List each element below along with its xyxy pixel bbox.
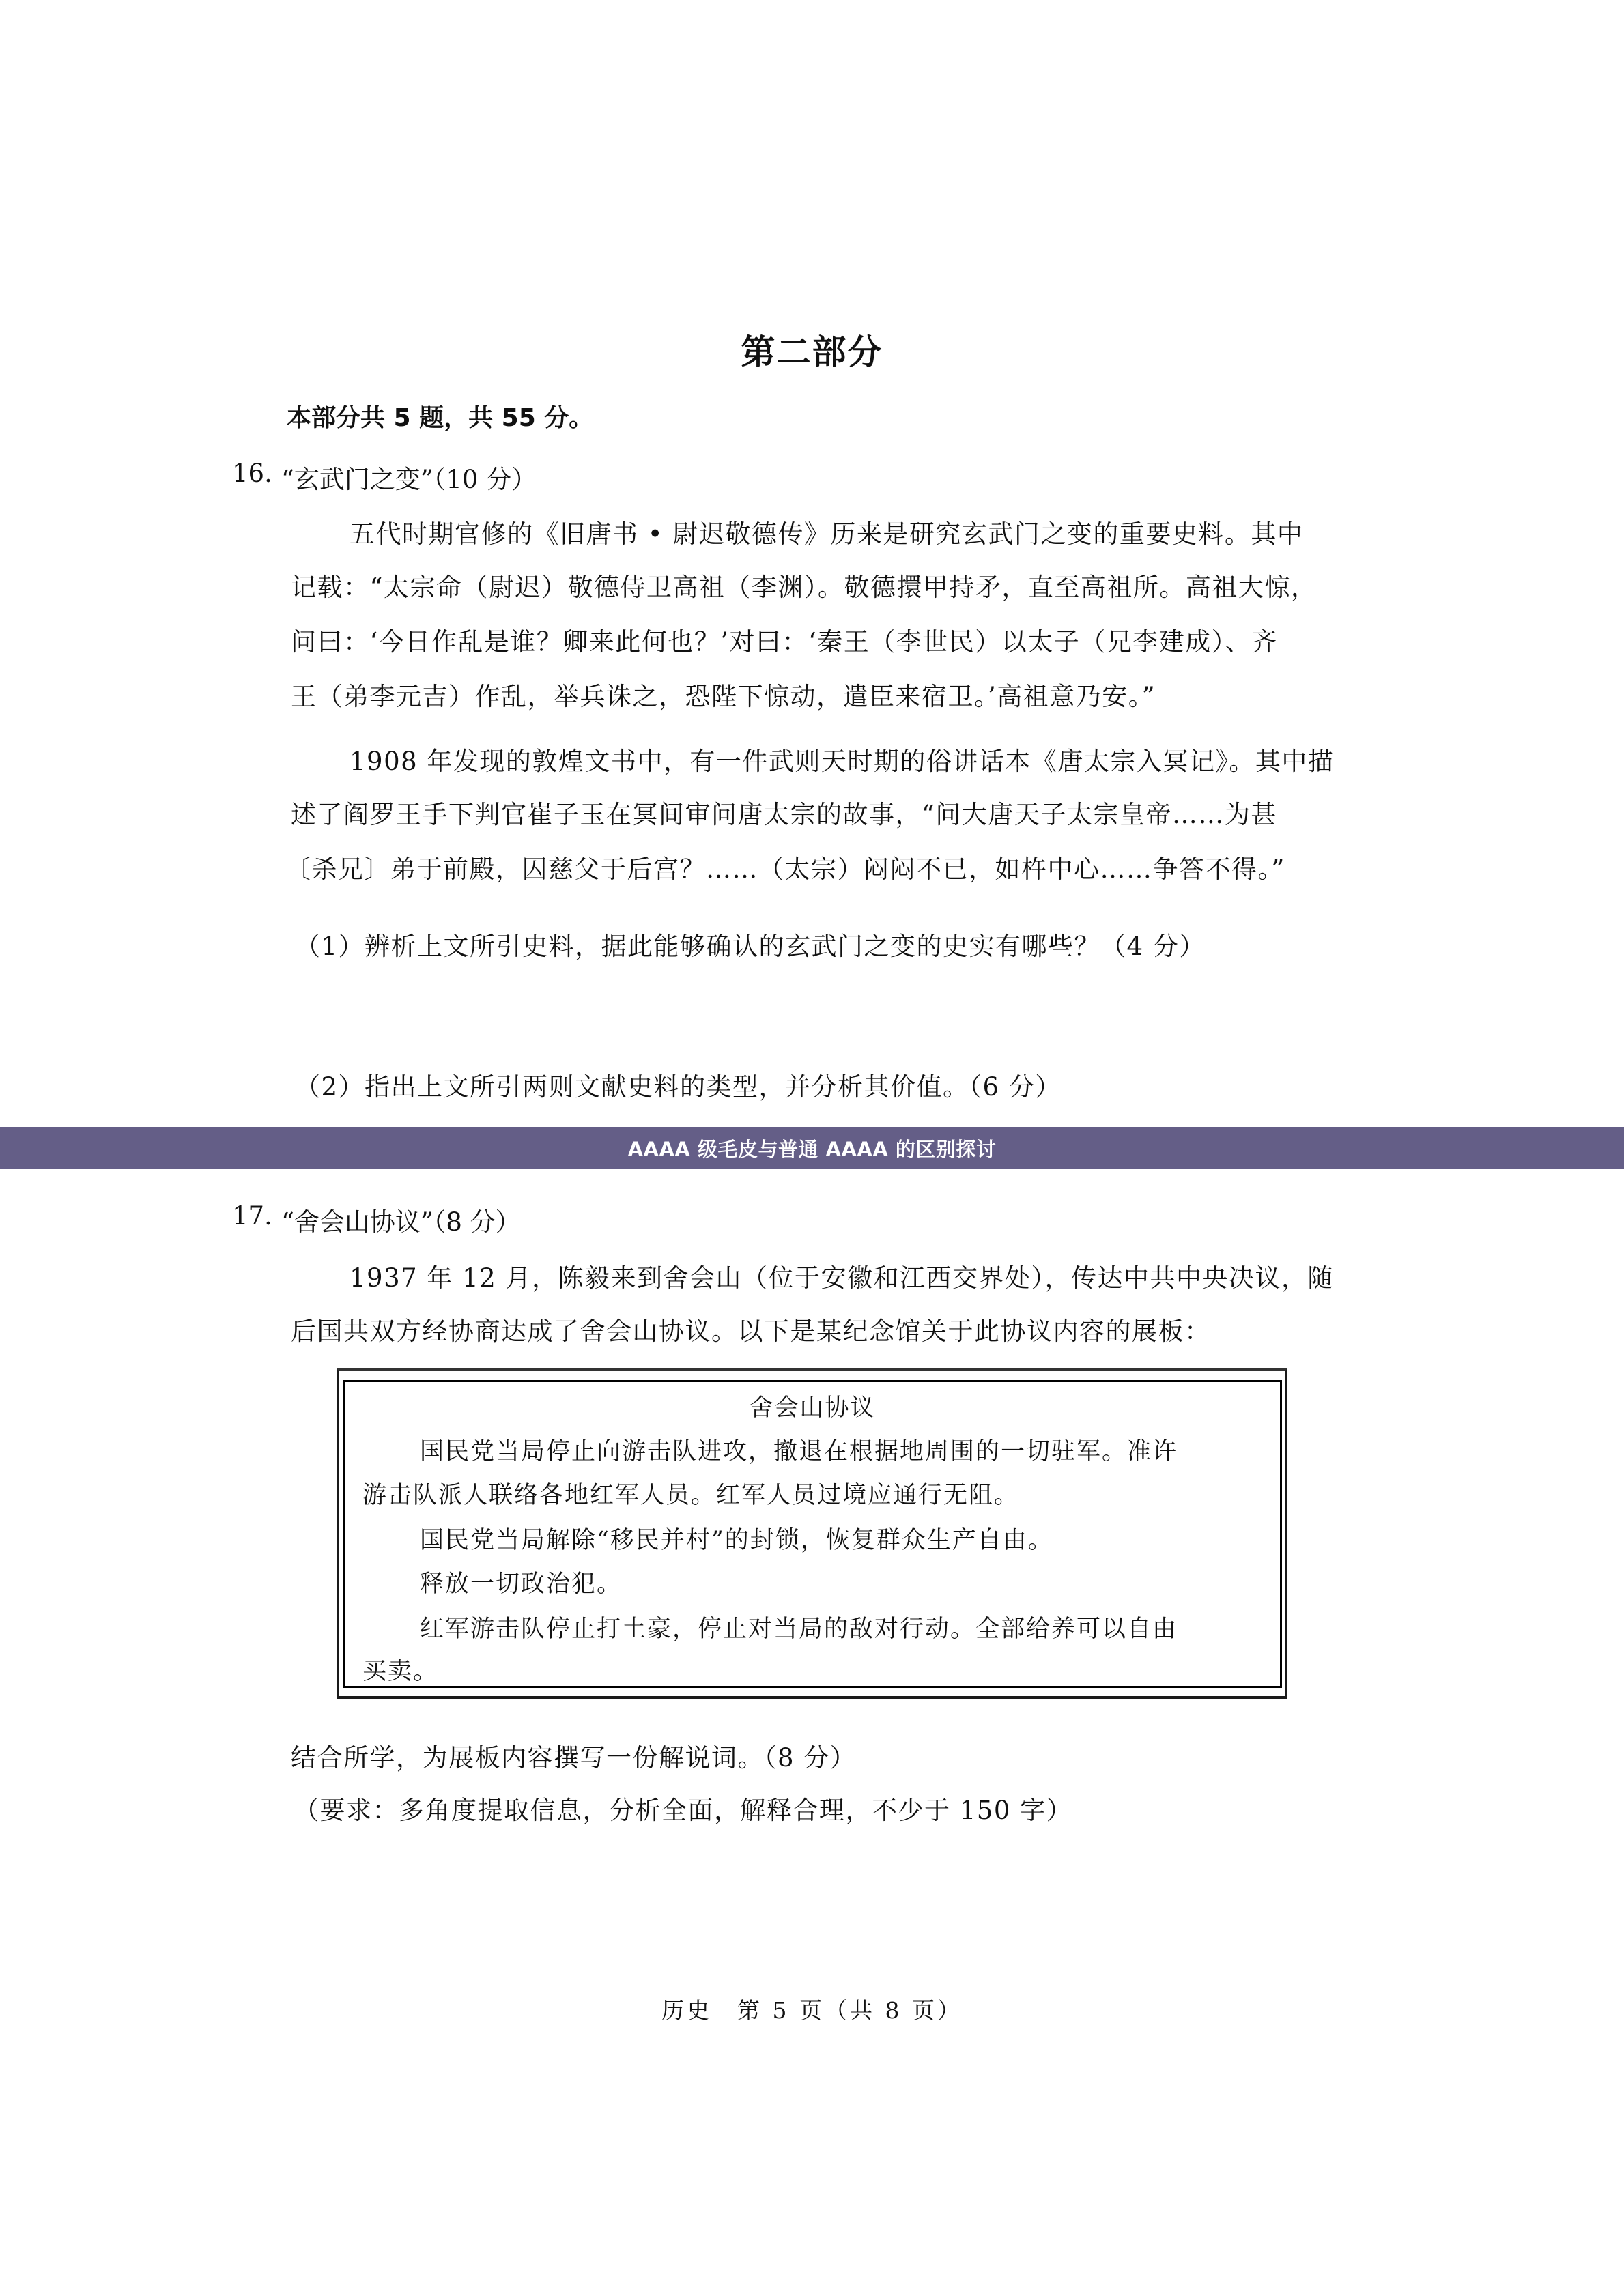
q16-para1-line: 五代时期官修的《旧唐书 • 尉迟敬德传》历来是研究玄武门之变的重要史料。其中 — [350, 519, 1304, 549]
q17-para-line: 1937 年 12 月，陈毅来到舍会山（位于安徽和江西交界处），传达中共中央决议，随 — [350, 1263, 1335, 1293]
section-title: 第二部分 — [741, 332, 883, 372]
exhibit-panel-line: 国民党当局解除“移民并村”的封锁，恢复群众生产自由。 — [420, 1527, 1053, 1554]
exhibit-panel-line: 买卖。 — [362, 1658, 439, 1685]
exhibit-panel-line: 释放一切政治犯。 — [420, 1570, 623, 1598]
q16-para2-line: 1908 年发现的敦煌文书中，有一件武则天时期的俗讲话本《唐太宗入冥记》。其中描 — [350, 747, 1335, 776]
q16-para1-line: 记载：“太宗命（尉迟）敬德侍卫高祖（李渊）。敬德擐甲持矛，直至高祖所。高祖大惊， — [291, 573, 1317, 602]
q17-number: 17. — [232, 1201, 272, 1231]
exhibit-panel-line: 国民党当局停止向游击队进攻，撤退在根据地周围的一切驻军。准许 — [420, 1438, 1178, 1465]
exhibit-panel-line: 游击队派人联络各地红军人员。红军人员过境应通行无阻。 — [362, 1482, 1020, 1509]
q16-number: 16. — [232, 459, 272, 488]
q16-para1-line: 问曰：‘今日作乱是谁？卿来此何也？’对曰：‘秦王（李世民）以太子（兄李建成）、齐 — [291, 627, 1278, 657]
q17-para-line: 后国共双方经协商达成了舍会山协议。以下是某纪念馆关于此协议内容的展板： — [291, 1317, 1211, 1346]
q17-requirement: （要求：多角度提取信息，分析全面，解释合理，不少于 150 字） — [294, 1796, 1073, 1825]
exhibit-panel — [343, 1380, 1282, 1688]
q16-para2-line: 述了阎罗王手下判官崔子玉在冥间审问唐太宗的故事，“问大唐天子太宗皇帝……为甚 — [291, 800, 1277, 829]
q16-para1-line: 王（弟李元吉）作乱，举兵诛之，恐陛下惊动，遣臣来宿卫。’高祖意乃安。” — [291, 682, 1156, 711]
q16-para2-line: 〔杀兄〕弟于前殿，囚慈父于后宫？……（太宗）闷闷不已，如杵中心……争答不得。” — [285, 855, 1285, 884]
banner-text: AAAA 级毛皮与普通 AAAA 的区别探讨 — [627, 1137, 997, 1161]
q16-heading: “玄武门之变”（10 分） — [281, 465, 537, 494]
page-footer: 历史 第 5 页（共 8 页） — [661, 1997, 963, 2024]
q16-subquestion-2: （2）指出上文所引两则文献史料的类型，并分析其价值。（6 分） — [295, 1072, 1062, 1102]
q17-heading: “舍会山协议”（8 分） — [281, 1207, 521, 1237]
q16-subquestion-1: （1）辨析上文所引史料，据此能够确认的玄武门之变的史实有哪些？（4 分） — [295, 932, 1206, 961]
exhibit-panel-line: 红军游击队停止打土豪，停止对当局的敌对行动。全部给养可以自由 — [420, 1616, 1178, 1643]
overlay-banner — [0, 1127, 1624, 1169]
section-intro: 本部分共 5 题，共 55 分。 — [287, 404, 594, 432]
exhibit-panel-title: 舍会山协议 — [749, 1394, 876, 1422]
q17-task: 结合所学，为展板内容撰写一份解说词。（8 分） — [291, 1743, 857, 1773]
